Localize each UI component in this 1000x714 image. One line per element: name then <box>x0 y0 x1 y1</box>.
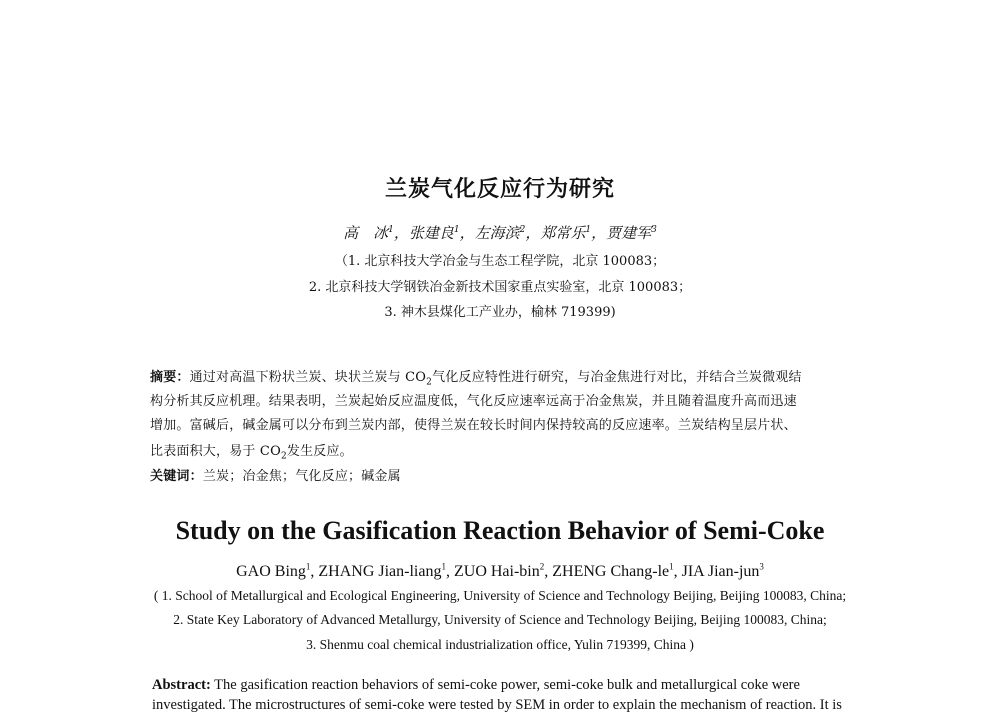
author-name: ZHANG Jian-liang <box>318 563 442 580</box>
author-name: JIA Jian-jun <box>681 563 760 580</box>
chinese-title: 兰炭气化反应行为研究 <box>384 177 615 202</box>
author-name: ZHENG Chang-le <box>552 563 670 580</box>
author-name: 郑常乐 <box>540 224 586 242</box>
chinese-affiliation-2: 2. 北京科技大学钢铁冶金新技术国家重点实验室，北京 100083； <box>308 280 692 295</box>
author-affiliation-mark: 1 <box>585 225 592 235</box>
author-affiliation-mark: 2 <box>539 561 545 572</box>
english-affiliation-2: 2. State Key Laboratory of Advanced Metallurgy, University of Science and Technology Beijing, Beijing 100083, China; <box>173 612 827 627</box>
chinese-authors: 高 冰$^1$，张建良$^1$，左海滨$^2$，郑常乐$^1$，贾建军$^3$ <box>343 224 657 242</box>
english-abstract-line: investigated. The microstructures of semi-coke were tested by SEM in order to explain the mechanism of reaction. It is <box>152 697 842 713</box>
english-abstract-line: Abstract: The gasification reaction behaviors of semi-coke power, semi-coke bulk and metallurgical coke were <box>152 677 800 693</box>
english-authors: GAO Bing$^1$, ZHANG Jian-liang$^1$, ZUO Hai-bin$^2$, ZHENG Chang-$le^1$, JIA Jian-jun$^3$ <box>236 561 764 580</box>
author-name: 左海滨 <box>474 224 520 242</box>
author-affiliation-mark: 1 <box>453 225 460 235</box>
abstract-label: Abstract: <box>152 677 211 693</box>
author-affiliation-mark: 1 <box>441 561 446 572</box>
chinese-abstract-line: 构分析其反应机理。结果表明，兰炭起始反应温度低，气化反应速率远高于冶金焦炭，并且随着温度升高而迅速 <box>150 394 797 409</box>
author-affiliation-mark: 1 <box>669 561 674 572</box>
chinese-affiliation-1: （1. 北京科技大学冶金与生态工程学院，北京 100083； <box>334 254 666 269</box>
author-name: ZUO Hai-bin <box>453 563 540 580</box>
author-affiliation-mark: 2 <box>519 225 526 235</box>
author-name: 贾建军 <box>606 224 652 242</box>
author-affiliation-mark: 3 <box>651 225 657 235</box>
abstract-label: 摘要： <box>150 370 190 385</box>
author-affiliation-mark: 1 <box>388 225 394 235</box>
author-affiliation-mark: 1 <box>305 561 311 572</box>
chinese-abstract-line: 摘要：通过对高温下粉状兰炭、块状兰炭与 $CO_2$气化反应特性进行研究，与冶金焦进行对比，并结合兰炭微观结 <box>150 370 802 388</box>
chinese-affiliation-3: 3. 神木县煤化工产业办，榆林 719399) <box>384 305 616 320</box>
chinese-abstract-line: 比表面积大，易于 $CO_2$发生反应。 <box>150 444 353 462</box>
english-affiliation-3: 3. Shenmu coal chemical industrialization office, Yulin 719399, China ) <box>306 637 694 652</box>
author-name: GAO Bing <box>236 563 306 580</box>
author-affiliation-mark: 3 <box>759 561 764 572</box>
author-name: 张建良 <box>408 224 454 242</box>
english-affiliation-1: ( 1. School of Metallurgical and Ecological Engineering, University of Science and Technology Beijing, Beijing 100083, China; <box>153 588 847 603</box>
keywords-text: 兰炭；冶金焦；气化反应；碱金属 <box>202 469 401 484</box>
chinese-abstract-line: 增加。富碱后，碱金属可以分布到兰炭内部，使得兰炭在较长时间内保持较高的反应速率。兰炭结构呈层片状、 <box>150 418 797 433</box>
chinese-keywords <box>150 465 850 484</box>
author-name: 高 冰 <box>343 224 389 242</box>
keywords-label: 关键词： <box>150 469 203 484</box>
english-title: Study on the Gasification Reaction Behavior of Semi-Coke <box>175 516 825 545</box>
